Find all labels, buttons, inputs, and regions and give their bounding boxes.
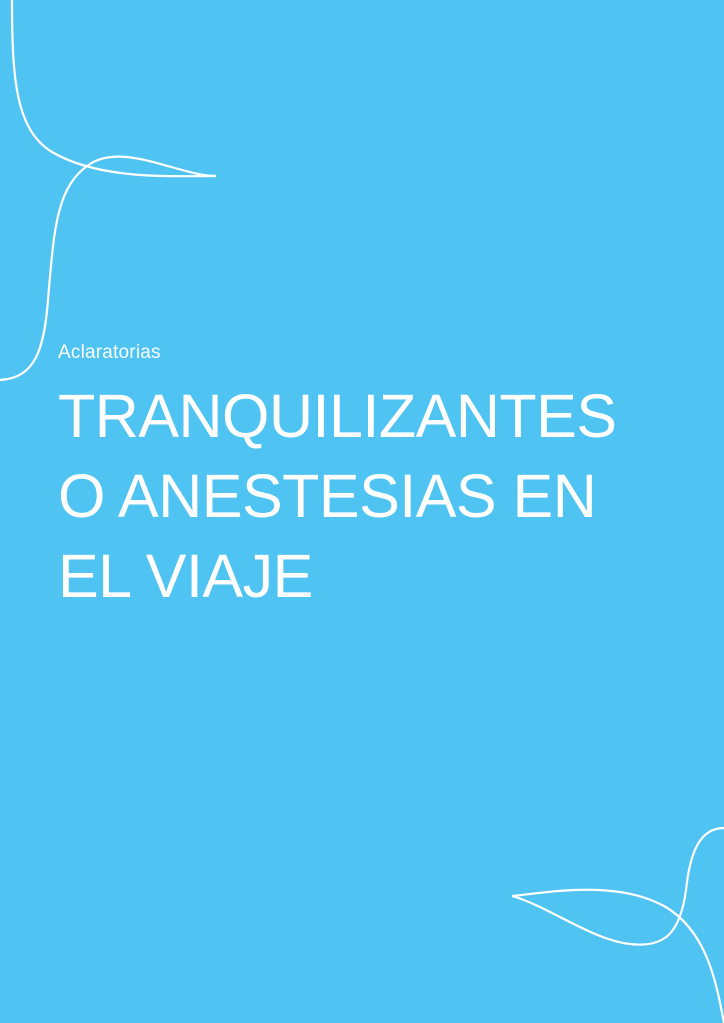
cover-text-block — [58, 340, 688, 616]
page-title: TRANQUILIZANTES O ANESTESIAS EN EL VIAJE — [58, 382, 617, 610]
section-eyebrow: Aclaratorias — [58, 342, 161, 363]
